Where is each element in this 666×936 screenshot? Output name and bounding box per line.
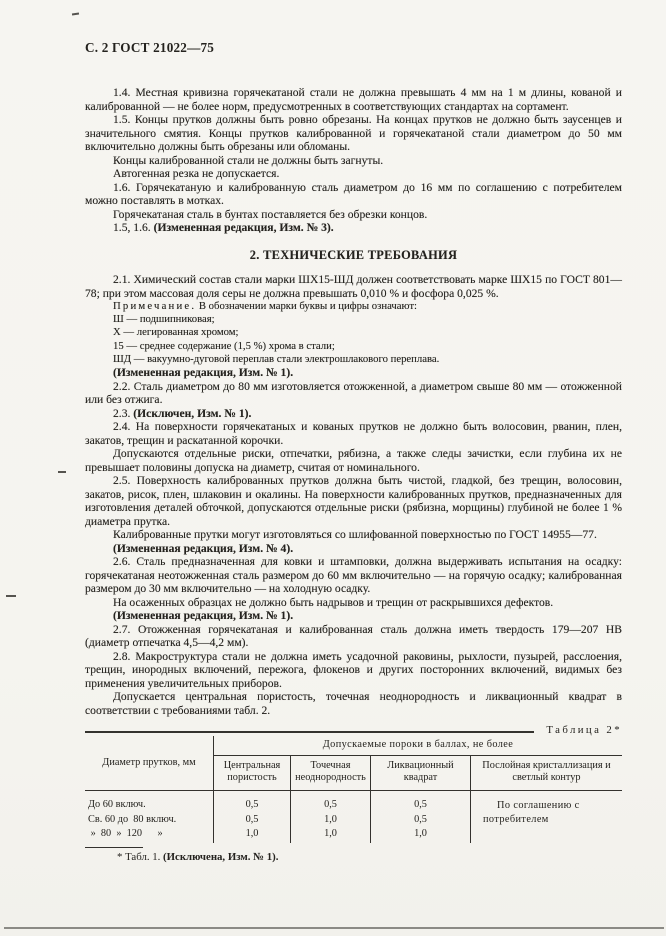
group-header-defects: Допускаемые пороки в баллах, не более: [213, 736, 622, 756]
text-segment: 2.3.: [113, 406, 134, 420]
paragraph: [85, 340, 622, 353]
paragraph: [85, 420, 622, 447]
paragraph: [85, 208, 622, 222]
text-segment: 1.4. Местная кривизна горячекатаной стали не должна превышать 4 мм на 1 м длины, кованой и калиброванной — не более норм, предусмотренных в соответствующих стандартах на сортамент.: [85, 86, 622, 113]
paragraph: [85, 474, 622, 528]
table-cell: 1,0: [324, 813, 337, 825]
cell-central-porosity: [213, 791, 290, 843]
table-top-rule: [85, 731, 534, 733]
column-header-liquation-square: Ликвационный квадрат: [370, 756, 470, 791]
paragraph: [85, 528, 622, 542]
table-cell: 0,5: [245, 813, 259, 825]
text-segment: 2. ТЕХНИЧЕСКИЕ ТРЕБОВАНИЯ: [249, 247, 458, 262]
text-segment: (Измененная редакция, Изм. № 1).: [113, 609, 294, 623]
text-segment: 2.2. Сталь диаметром до 80 мм изготовляется отожженной, а диаметром свыше 80 мм — отожженной или без отжига.: [85, 379, 622, 407]
text-segment: Допускаются отдельные риски, отпечатки, рябизна, а также следы зачистки, если глубина их не превышает половины допуска на диаметр, считая от номинального.: [85, 447, 622, 474]
paragraph: [85, 113, 622, 154]
text-segment: 15 — среднее содержание (1,5 %) хрома в стали;: [113, 339, 335, 352]
paragraph: [85, 555, 622, 596]
text-segment: Примечание.: [113, 300, 197, 312]
text-segment: Х — легированная хромом;: [113, 326, 239, 339]
cell-point-inhomogeneity: [290, 791, 370, 843]
scan-artifact: [4, 927, 664, 929]
column-header-point-inhomogeneity: Точечная неоднородность: [290, 756, 370, 791]
table-cell: До 60 включ.: [88, 799, 146, 811]
text-segment: 2.5. Поверхность калиброванных прутков должна быть чистой, гладкой, без трещин, волосовин, закатов, рисок, плен, шлаковин и окалины. На поверхности калиброванных прутков, предназначенных для изготовления деталей обточкой, допускаются отдельные риски (рябизна, морщины) глубиной не более 1 % диаметра прутка.: [85, 474, 622, 528]
table-cell: 0,5: [324, 799, 337, 811]
page-content: [85, 40, 622, 864]
paragraph: [85, 623, 622, 650]
text-segment: В обозначении марки буквы и цифры означают:: [196, 300, 417, 312]
footnote-rule: [85, 847, 143, 848]
paragraph: [85, 447, 622, 474]
text-segment: 2.4. На поверхности горячекатаных и кованых прутков не должно быть волосовин, рванин, плен, закатов, трещин и раскатанной корочки.: [85, 420, 622, 447]
text-segment: 2.8. Макроструктура стали не должна иметь усадочной раковины, рыхлости, пузырей, расслоения, трещин, инородных включений, пережога, флокенов и других посторонних включений, видимых без применения увеличительных приборов.: [85, 649, 622, 690]
column-header-diameter: Диаметр прутков, мм: [85, 736, 213, 791]
text-segment: (Измененная редакция, Изм. № 4).: [113, 541, 294, 555]
table-label-row: [85, 724, 622, 736]
scan-artifact: [58, 471, 66, 473]
table-cell: » 80 » 120 »: [88, 828, 163, 840]
cell-liquation-square: [370, 791, 470, 843]
text-segment: ШД — вакуумно-дуговой переплав стали электрошлакового переплава.: [113, 352, 440, 365]
text-segment: Концы калиброванной стали не должны быть загнуты.: [113, 153, 384, 167]
column-header-crystallization: Послойная кристаллизация и светлый контур: [470, 756, 622, 791]
paragraph: [85, 596, 622, 610]
table-cell: 0,5: [414, 799, 427, 811]
paragraph: [85, 380, 622, 407]
scan-artifact: [6, 595, 16, 597]
cell-crystallization-note: По соглашению с потребителем: [470, 791, 622, 843]
paragraph: [85, 86, 622, 113]
paragraph: [85, 542, 622, 556]
section-heading: [85, 249, 622, 263]
table-cell: 0,5: [414, 813, 427, 825]
table-label: Таблица 2*: [546, 724, 622, 737]
paragraph: [85, 609, 622, 623]
text-segment: На осаженных образцах не должно быть надрывов и трещин от раскрывшихся дефектов.: [113, 595, 554, 609]
text-segment: (Измененная редакция, Изм. № 3).: [153, 221, 334, 234]
text-segment: Допускается центральная пористость, точечная неоднородность и ликвационный квадрат в соответствии с требованиями табл. 2.: [85, 690, 622, 717]
footnote-lead: * Табл. 1.: [117, 851, 164, 864]
text-segment: Ш — подшипниковая;: [113, 313, 215, 326]
paragraph: [85, 300, 622, 313]
paragraph: [85, 366, 622, 380]
text-segment: 2.7. Отожженная горячекатаная и калиброванная сталь должна иметь твердость 179—207 НВ (диаметр отпечатка 4,5—4,2 мм).: [85, 622, 622, 650]
paragraph: [85, 154, 622, 168]
table-grid: [85, 736, 622, 843]
text-segment: 2.6. Сталь предназначенная для ковки и штамповки, должна выдерживать испытания на осадку: горячекатаная неотожженная сталь размером до 60 мм включительно — на горячую осадку; калиброванная размером до 30 мм включительно — на холодную осадку.: [85, 555, 622, 596]
document-body: [85, 86, 622, 717]
table-cell: Св. 60 до 80 включ.: [88, 813, 177, 825]
footnote: [85, 851, 622, 864]
paragraph: [85, 221, 622, 235]
text-segment: 1.5, 1.6.: [113, 221, 154, 234]
cell-diameters: [85, 791, 213, 843]
text-segment: Автогенная резка не допускается.: [113, 167, 280, 180]
text-segment: 1.5. Концы прутков должны быть ровно обрезаны. На концах прутков не должно быть заусенцев и значительного смятия. Концы прутков калиброванной и горячекатаной стали диаметром до 50 мм включительно должны быть обрезаны или обломаны.: [85, 113, 622, 153]
text-segment: (Измененная редакция, Изм. № 1).: [113, 366, 294, 380]
paragraph: [85, 353, 622, 366]
footnote-bold: (Исключена, Изм. № 1).: [163, 851, 279, 864]
table-cell: 1,0: [245, 828, 259, 840]
text-segment: 2.1. Химический состав стали марки ШХ15-ШД должен соответствовать марке ШХ15 по ГОСТ 801—78; при этом массовая доля серы не должна превышать 0,010 % и фосфора 0,025 %.: [85, 273, 622, 300]
page-header: С. 2 ГОСТ 21022—75: [85, 40, 215, 55]
paragraph: [85, 273, 622, 300]
column-header-central-porosity: Центральная пористость: [213, 756, 290, 791]
paragraph: [85, 407, 622, 421]
text-segment: Горячекатаная сталь в бунтах поставляется без обрезки концов.: [113, 207, 428, 221]
table-cell: 0,5: [245, 799, 259, 811]
table-cell: 1,0: [324, 828, 337, 840]
paragraph: [85, 167, 622, 181]
table-2: [85, 724, 622, 843]
paragraph: [85, 181, 622, 208]
scan-artifact: [72, 13, 79, 16]
text-segment: 1.6. Горячекатаную и калиброванную сталь диаметром до 16 мм по соглашению с потребителем можно поставлять в мотках.: [85, 180, 622, 207]
text-segment: Калиброванные прутки могут изготовляться со шлифованной поверхностью по ГОСТ 14955—77.: [113, 528, 597, 542]
paragraph: [85, 313, 622, 326]
paragraph: [85, 690, 622, 717]
paragraph: [85, 326, 622, 339]
paragraph: [85, 650, 622, 691]
text-segment: (Исключен, Изм. № 1).: [133, 406, 252, 420]
table-cell: 1,0: [414, 828, 427, 840]
